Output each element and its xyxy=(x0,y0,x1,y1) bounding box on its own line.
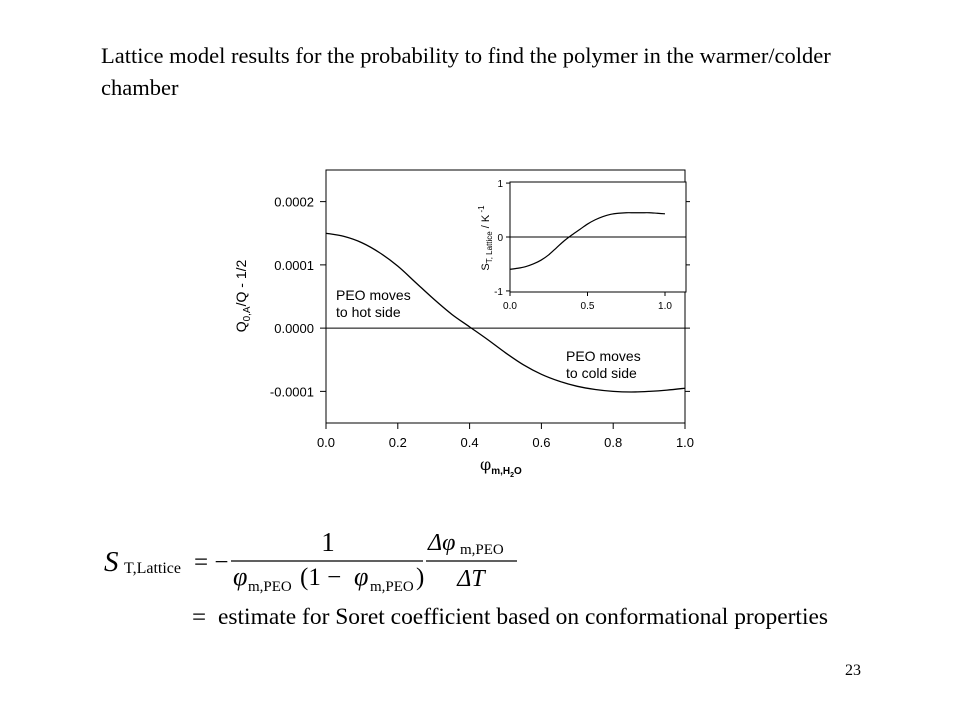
annotation-hot-side-line2: to hot side xyxy=(336,304,401,320)
main-y-tick-label: -0.0001 xyxy=(269,384,314,400)
inset-y-tick-label: 0 xyxy=(497,233,503,244)
page-number: 23 xyxy=(845,662,861,679)
inset-x-tick-label: 0.5 xyxy=(580,301,595,312)
inset-y-tick-label: -1 xyxy=(494,286,503,298)
eq-frac1-den-close: ) xyxy=(416,564,425,591)
eq-frac1-den-sub2: m,PEO xyxy=(370,579,414,595)
main-x-tick-label: 0.6 xyxy=(532,435,551,450)
inset-y-axis xyxy=(494,179,510,298)
inset-y-tick-label: 1 xyxy=(497,179,503,191)
soret-equation xyxy=(104,527,828,631)
main-x-tick-label: 0.8 xyxy=(604,435,623,450)
eq-frac1-den-sub: m,PEO xyxy=(248,579,292,595)
inset-x-tick-label: 0.0 xyxy=(503,301,517,312)
eq-frac1-numerator: 1 xyxy=(321,527,335,557)
eq-lhs-subscript: T,Lattice xyxy=(124,560,181,577)
inset-x-axis xyxy=(503,292,672,312)
main-x-axis xyxy=(317,423,694,450)
eq-frac1-den-phi2: φ xyxy=(354,562,369,591)
main-x-tick-label: 0.4 xyxy=(460,435,479,450)
eq-equals-minus: = − xyxy=(194,549,229,576)
main-x-axis-label: $\varphi_{m,H2}^O$ xyxy=(480,455,522,479)
main-x-tick-label: 0.0 xyxy=(316,435,336,450)
annotation-cold-side-line2: to cold side xyxy=(566,365,637,381)
inset-plot xyxy=(477,179,686,312)
eq-frac1-den-mid: (1 − xyxy=(300,564,342,591)
eq-line2-equals: = xyxy=(192,604,207,631)
main-y-axis-label xyxy=(233,259,253,332)
annotation-cold-side-line1: PEO moves xyxy=(566,348,641,364)
eq-frac2-den: ΔT xyxy=(457,566,485,592)
main-x-tick-label: 1.0 xyxy=(675,435,695,450)
main-y-tick-label: 0.0000 xyxy=(274,321,314,337)
inset-x-tick-label: 1.0 xyxy=(658,301,672,312)
inset-y-axis-label xyxy=(477,205,494,271)
svg-text:Q0,A/Q - 1/2: $Q_{0,A}/Q - 1/2$ xyxy=(233,259,253,333)
eq-frac2-num-sub: m,PEO xyxy=(460,542,504,558)
slide-title: Lattice model results for the probability to find the polymer in the warmer/colder chamber xyxy=(101,43,831,100)
main-x-tick-label: 0.2 xyxy=(388,435,407,450)
eq-frac2-num: Δφ xyxy=(428,530,456,556)
annotation-hot-side-line1: PEO moves xyxy=(336,287,411,303)
main-y-tick-label: 0.0001 xyxy=(274,257,314,273)
eq-line2-body: estimate for Soret coefficient based on conformational properties xyxy=(218,604,829,629)
eq-frac1-den-phi: φ xyxy=(233,562,248,591)
main-y-tick-label: 0.0002 xyxy=(274,194,314,210)
svg-text:ST, Lattice / K -1: $S_{T, Lattice}$ / K $^{-1}$ xyxy=(477,205,494,271)
eq-lhs: S xyxy=(104,546,119,578)
